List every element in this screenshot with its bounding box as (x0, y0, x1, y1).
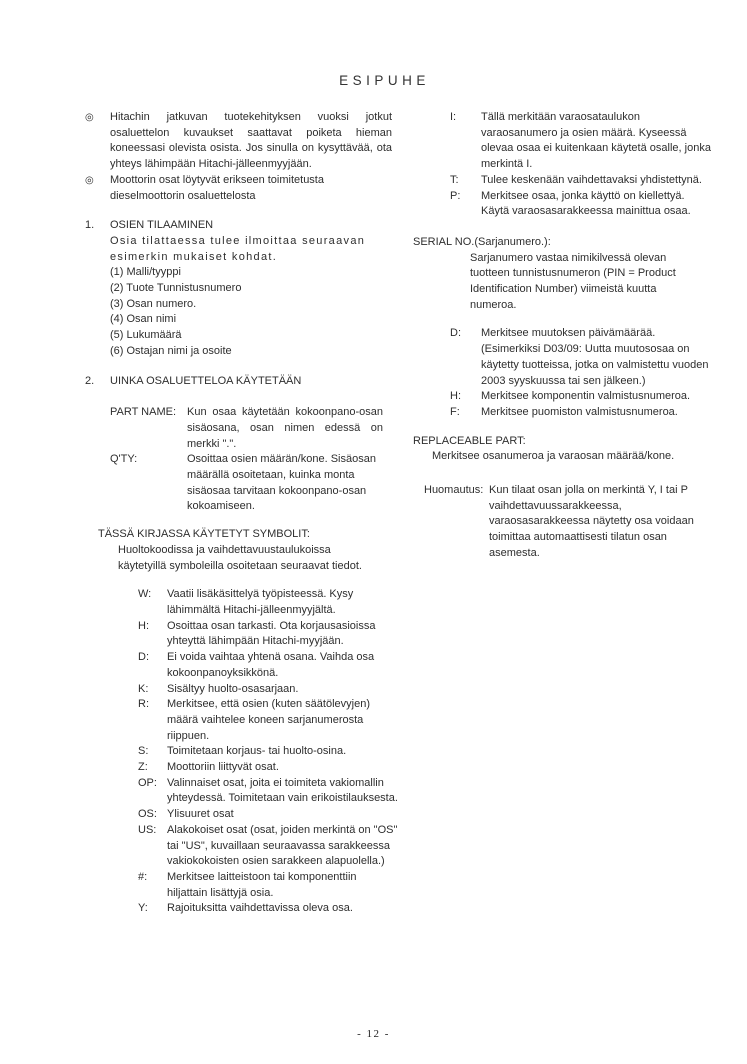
symbol-code: OP: (138, 776, 157, 789)
page-number: - 12 - (357, 1028, 390, 1040)
symbol-desc: Alakokoiset osat (osat, joiden merkintä on "OS" tai "US", kuvaillaan seuraavassa sarakkeessa vakiokokoisten osien sarakkeen alapuolella.) (167, 823, 398, 868)
symbol-row (138, 619, 403, 650)
symbol-code: F: (450, 405, 460, 418)
circle-bullet-icon: ◎ (85, 112, 94, 123)
bullet-item (85, 110, 403, 173)
symbol-row (450, 173, 715, 189)
symbol-desc: Merkitsee laitteistoon tai komponenttiin hiljattain lisättyjä osia. (167, 870, 357, 899)
symbol-row (138, 823, 403, 870)
symbol-list (138, 587, 403, 917)
definition-term: Q'TY: (110, 453, 138, 466)
definition-desc: Osoittaa osien määrän/kone. Sisäosan määrällä osoitetaan, kuinka monta sisäosaa tarvitaan kokoonpano-osan kokoamiseen. (187, 453, 376, 513)
section-title: OSIEN TILAAMINEN (110, 219, 214, 232)
symbol-row (138, 697, 403, 744)
definition-row (110, 405, 403, 452)
bullet-item (85, 173, 403, 204)
symbol-row (138, 682, 403, 698)
symbol-row (450, 389, 715, 405)
symbol-row (138, 901, 403, 917)
definition-row (110, 452, 403, 515)
symbol-desc: Merkitsee muutoksen päivämäärää. (Esimerkiksi D03/09: Uutta muutososaa on käytetty tuotteissa, jotka on valmistettu vuoden 2003 syyskuussa tai sen jälkeen.) (481, 327, 709, 387)
symbol-code: T: (450, 173, 459, 186)
serial-no-desc: Sarjanumero vastaa nimikilvessä olevan tuotteen tunnistusnumeron (PIN = Product Identification Number) viimeistä kuutta numeroa. (470, 251, 676, 311)
symbol-row (450, 110, 715, 173)
ordering-item: (1) Malli/tyyppi (110, 266, 181, 279)
symbol-desc: Sisältyy huolto-osasarjaan. (167, 682, 299, 695)
symbol-list (450, 110, 715, 220)
symbol-code: S: (138, 745, 149, 758)
section-number: 2. (85, 374, 95, 387)
symbol-row (138, 587, 403, 618)
ordering-item: (3) Osan numero. (110, 297, 197, 310)
symbol-row (450, 326, 715, 389)
symbol-code: D: (450, 327, 461, 340)
symbol-desc: Valinnaiset osat, joita ei toimiteta vakiomallin yhteydessä. Toimitetaan vain erikoistilauksesta. (167, 776, 398, 805)
symbol-desc: Merkitsee puomiston valmistusnumeroa. (481, 405, 678, 418)
symbol-code: D: (138, 651, 149, 664)
definition-list (110, 405, 403, 515)
note-block (424, 483, 715, 562)
symbol-code: #: (138, 870, 148, 883)
definition-term: PART NAME: (110, 406, 177, 419)
symbol-desc: Moottoriin liittyvät osat. (167, 761, 279, 774)
symbol-row (138, 650, 403, 681)
symbol-row (138, 744, 403, 760)
symbol-code: I: (450, 111, 457, 123)
bullet-text: Hitachin jatkuvan tuotekehityksen vuoksi jotkut osaluettelon kuvaukset saattavat poiketa hieman koneessasi olevista osista. Jos sinulla on kysyttävää, ota yhteys lähimpään Hitachi-jälleenmyyjään. (110, 111, 392, 171)
section-body (110, 234, 400, 360)
symbol-row (138, 807, 403, 823)
symbol-list (450, 326, 715, 420)
ordering-item: (4) Osan nimi (110, 313, 177, 326)
section-subtitle: Osia tilattaessa tulee ilmoittaa seuraavan esimerkin mukaiset kohdat. (110, 234, 366, 263)
ordering-item: (2) Tuote Tunnistusnumero (110, 282, 242, 295)
section-ordering-parts (85, 218, 403, 359)
symbol-code: R: (138, 698, 149, 711)
right-column (413, 110, 715, 562)
symbol-row (450, 405, 715, 421)
symbol-desc: Ei voida vaihtaa yhtenä osana. Vaihda osa kokoonpanoyksikkönä. (167, 651, 375, 679)
symbol-desc: Tulee keskenään vaihdettavaksi yhdistettynä. (481, 173, 702, 186)
section-heading (85, 374, 403, 390)
symbol-desc: Merkitsee komponentin valmistusnumeroa. (481, 390, 691, 403)
symbol-code: W: (138, 588, 152, 601)
symbol-code: Y: (138, 902, 148, 915)
symbol-desc: Osoittaa osan tarkasti. Ota korjausasioissa yhteyttä lähimpään Hitachi-myyjään. (167, 619, 376, 648)
replaceable-part-block (413, 434, 715, 465)
symbol-code: K: (138, 682, 149, 695)
replaceable-part-title: REPLACEABLE PART: (413, 434, 526, 447)
symbol-code: US: (138, 823, 157, 836)
symbols-intro-block (85, 527, 403, 574)
serial-no-title: SERIAL NO.(Sarjanumero.): (413, 235, 551, 248)
symbol-code: P: (450, 189, 461, 202)
symbol-code: OS: (138, 808, 157, 821)
section-heading (85, 218, 403, 234)
bullet-text: Moottorin osat löytyvät erikseen toimitetusta dieselmoottorin osaluettelosta (110, 173, 324, 202)
note-term: Huomautus: (424, 484, 484, 497)
symbol-desc: Toimitetaan korjaus- tai huolto-osina. (167, 745, 347, 758)
symbol-desc: Ylisuuret osat (167, 808, 234, 821)
symbol-code: H: (450, 390, 461, 403)
symbol-desc: Rajoituksitta vaihdettavissa oleva osa. (167, 902, 353, 915)
ordering-item: (6) Ostajan nimi ja osoite (110, 344, 232, 357)
symbol-row (138, 870, 403, 901)
symbol-code: H: (138, 619, 149, 632)
symbols-block-intro: Huoltokoodissa ja vaihdettavuustaulukoissa käytetyillä symboleilla osoitetaan seuraavat tiedot. (118, 543, 362, 572)
symbol-row (450, 189, 715, 220)
page-title: ESIPUHE (339, 73, 430, 88)
symbol-row (138, 776, 403, 807)
symbol-desc: Tällä merkitään varaosataulukon varaosanumero ja osien määrä. Kyseessä olevaa osaa ei kuitenkaan käytetä osalle, jonka merkintä I. (481, 111, 711, 171)
symbols-block-title: TÄSSÄ KIRJASSA KÄYTETYT SYMBOLIT: (98, 528, 310, 541)
left-column (85, 110, 403, 917)
section-number: 1. (85, 219, 95, 232)
circle-bullet-icon: ◎ (85, 174, 94, 186)
note-desc: Kun tilaat osan jolla on merkintä Y, I tai P vaihdettavuussarakkeessa, varaosasarakkeessa näytetty osa voidaan toimittaa automaattisesti tilatun osan asemesta. (489, 484, 694, 559)
symbol-code: Z: (138, 761, 148, 774)
symbol-desc: Merkitsee osaa, jonka käyttö on kiellettyä. Käytä varaosasarakkeessa mainittua osaa. (481, 189, 691, 218)
section-how-to-use (85, 374, 403, 390)
definition-desc: Kun osaa käytetään kokoonpano-osan sisäosana, osan nimen edessä on merkki ".". (187, 406, 383, 450)
symbol-desc: Vaatii lisäkäsittelyä työpisteessä. Kysy lähimmältä Hitachi-jälleenmyyjältä. (167, 588, 354, 616)
serial-no-block (413, 235, 715, 314)
symbol-desc: Merkitsee, että osien (kuten säätölevyjen) määrä vaihtelee koneen sarjanumerosta riippuen. (167, 698, 370, 742)
section-title: UINKA OSALUETTELOA KÄYTETÄÄN (110, 374, 302, 387)
ordering-item: (5) Lukumäärä (110, 329, 182, 342)
symbol-row (138, 760, 403, 776)
replaceable-part-desc: Merkitsee osanumeroa ja varaosan määrää/kone. (432, 450, 675, 463)
